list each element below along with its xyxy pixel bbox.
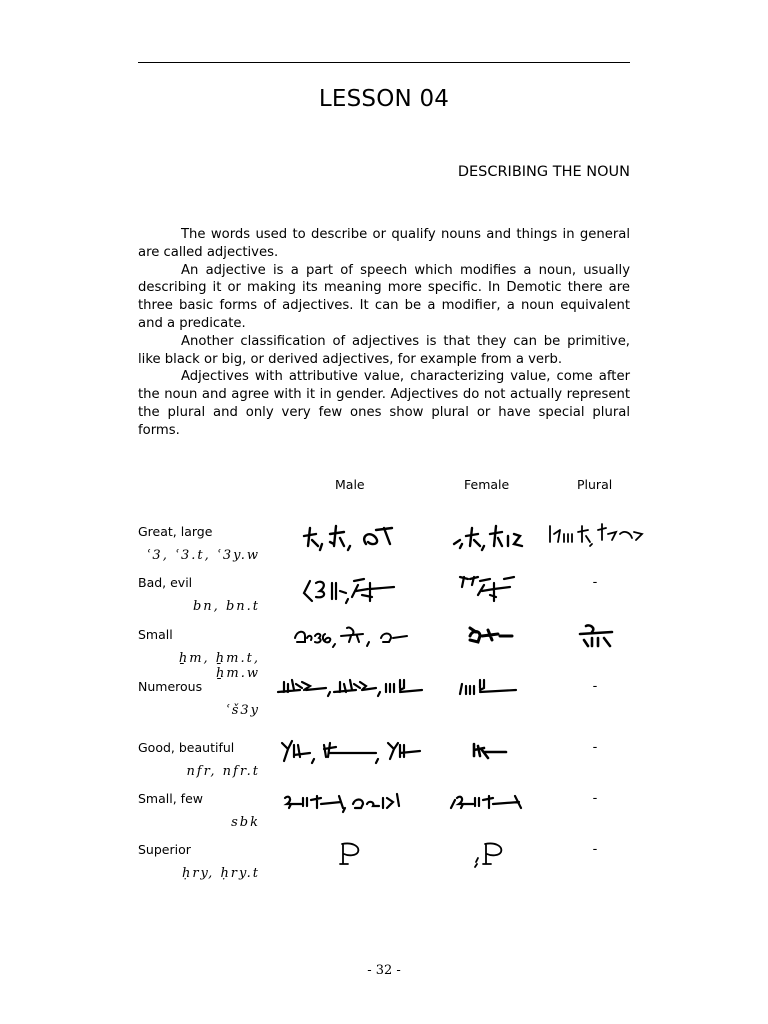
paragraph: Another classification of adjectives is that they can be primitive, like black or big, or derived adjectives, for example from a verb. [138,333,630,367]
column-header-plural: Plural [577,477,613,492]
demotic-glyph-superior-male [338,840,364,868]
row-translit-numerous: ʿš3y [225,703,260,718]
plural-value-numerous: - [592,679,598,694]
plural-value-superior: - [592,842,598,857]
demotic-glyph-superior-female [473,840,505,868]
column-header-female: Female [464,477,510,492]
header-rule [138,62,630,63]
row-label-small: Small [138,627,173,642]
demotic-glyph-great-male [300,522,405,552]
demotic-glyph-few-female [449,790,531,814]
demotic-glyph-numerous-male [276,674,426,700]
row-translit-small: ẖm, ẖm.t, ẖm.w [178,651,260,681]
row-label-bad: Bad, evil [138,575,193,590]
row-translit-good: nfr, nfr.t [186,764,260,779]
row-label-numerous: Numerous [138,679,203,694]
plural-value-good: - [592,740,598,755]
intro-text [138,226,630,440]
demotic-glyph-great-plural [546,520,646,548]
paragraph: Adjectives with attributive value, characterizing value, come after the noun and agree with it in gender. Adjectives do not actually represent the plural and only very few ones show plural or have special plural forms. [138,369,630,438]
demotic-glyph-bad-female [456,571,516,607]
demotic-glyph-good-female [470,738,510,764]
lesson-title: LESSON 04 [318,86,450,112]
demotic-glyph-numerous-female [458,676,520,700]
row-label-superior: Superior [138,842,191,857]
paragraph: An adjective is a part of speech which modifies a noun, usually describing it or making its meaning more specific. In Demotic there are three basic forms of adjectives. It can be a modifier, a noun equivalent and a predicate. [138,262,630,331]
row-translit-bad: bn, bn.t [192,599,260,614]
demotic-glyph-small-female [466,622,516,648]
demotic-glyph-few-male [283,790,423,814]
row-translit-superior: ḥry, ḥry.t [181,866,260,881]
column-header-male: Male [335,477,365,492]
row-label-good: Good, beautiful [138,740,235,755]
row-translit-few: sbk [231,815,260,830]
section-subtitle: DESCRIBING THE NOUN [457,164,630,180]
page-number: - 32 - [367,963,401,978]
plural-value-bad: - [592,575,598,590]
demotic-glyph-small-plural [578,622,618,650]
demotic-glyph-small-male [293,622,413,648]
row-translit-great: ʿ3, ʿ3.t, ʿ3y.w [146,548,260,563]
demotic-glyph-great-female [452,522,527,552]
demotic-glyph-bad-male [302,573,402,607]
paragraph: The words used to describe or qualify nouns and things in general are called adjectives. [138,227,630,260]
row-label-few: Small, few [138,791,203,806]
plural-value-few: - [592,791,598,806]
row-label-great: Great, large [138,524,213,539]
demotic-glyph-good-male [280,737,425,767]
